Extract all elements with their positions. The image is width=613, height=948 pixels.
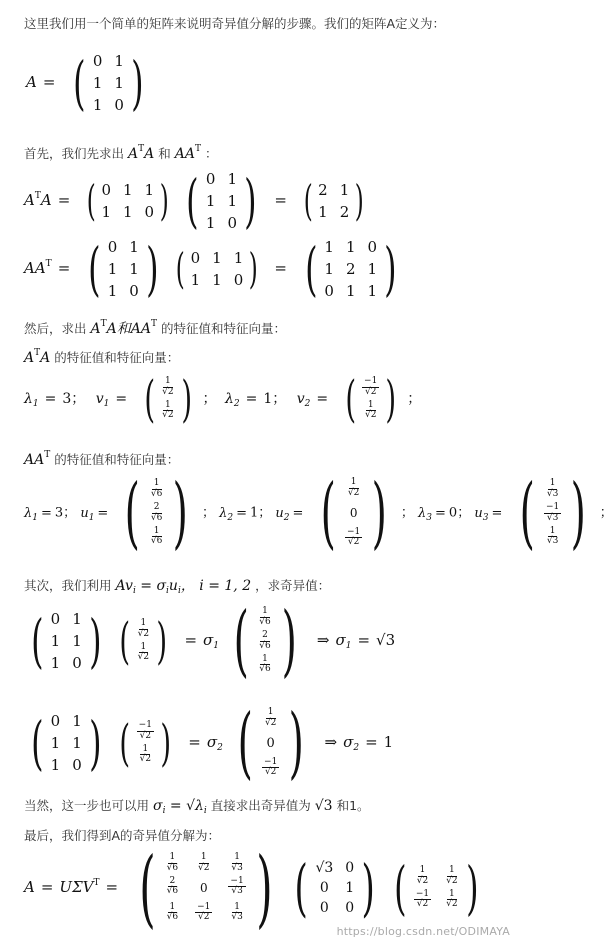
aat-eigenpairs: $\lambda_1 = 3$； $u_1$ = ( $\frac{1}{√6}$ $\frac{2}{√6}$ $\frac{1}{√6}$ ) ； $\lambda_2 = 1$； $u_2$ = ( $\frac{1}{√2}$ 0 $\frac{-1}{√2}$ ) ； $\lambda_3 = 0$； $u_3$ = ( $\frac{1}{√3}$ $\frac{-1}{√3}$ $\frac{1}{√3}$ ) ； bbox=[24, 468, 613, 558]
section-next: 其次，我们利用 $Av_i = \sigma_iu_i$， i = 1, 2 ，求奇异值： bbox=[24, 578, 331, 596]
svd-result: $A = U\Sigma V^T$ = ( $\frac{1}{√6}$ $\frac{1}{√2}$ $\frac{1}{√3}$ $\frac{2}{√6}$ 0 $\frac{-1}{√3}$ $\frac{1}{√6}$ $\frac{-1}{√2}$ $\frac{1}{√3}$ ) ( √3 0 0 1 0 0 ) ( $\frac{1}{√2}$ $\frac{1}{√2}$ $\frac{-1}{√2}$ $\frac{1}{√2}$ ) bbox=[24, 839, 479, 937]
matrix-a-definition: A = ( 0 1 1 1 1 0 ) bbox=[26, 49, 144, 117]
watermark-url: https://blog.csdn.net/ODIMAYA bbox=[336, 925, 510, 938]
sigma2-computation: ( 0 1 1 1 1 0 ) ( $\frac{-1}{√2}$ $\frac{1}{√2}$ ) = $\sigma_2$ ( $\frac{1}{√2}$ 0 $\frac{-1}{√2}$ ) ⇒ $\sigma_2 = 1$ bbox=[31, 698, 394, 788]
ata-eigen-heading: $A^TA$ 的特征值和特征向量： bbox=[24, 348, 180, 366]
section-first: 首先，我们先求出 $A^TA$ 和 $AA^T$ ： bbox=[24, 144, 218, 162]
section-of-course: 当然，这一步也可以用 $\sigma_i = √\lambda_i$ 直接求出奇异值为 √3 和1。 bbox=[24, 798, 370, 816]
ata-eigenpairs: $\lambda_1 = 3$； $v_1$ = ( $\frac{1}{√2}$ $\frac{1}{√2}$ ) ； $\lambda_2 = 1$； $v_2$ = ( $\frac{-1}{√2}$ $\frac{1}{√2}$ ) ； bbox=[24, 370, 422, 428]
aat-product: $AA^T$ = ( 0 1 1 1 1 0 ) ( 0 1 1 1 1 0 ) = ( 1 1 0 1 2 1 0 1 1 ) bbox=[24, 235, 397, 303]
aat-eigen-heading: $AA^T$ 的特征值和特征向量： bbox=[24, 450, 180, 468]
section-then: 然后，求出 $A^TA$和$AA^T$ 的特征值和特征向量： bbox=[24, 319, 286, 337]
sigma1-computation: ( 0 1 1 1 1 0 ) ( $\frac{1}{√2}$ $\frac{1}{√2}$ ) = $\sigma_1$ ( $\frac{1}{√6}$ $\frac{2}{√6}$ $\frac{1}{√6}$ ) ⇒ $\sigma_1 = √3$ bbox=[31, 596, 396, 686]
section-finally: 最后，我们得到A的奇异值分解为： bbox=[24, 828, 221, 843]
ata-product: $A^TA$ = ( 0 1 1 1 1 0 ) ( 0 1 1 1 1 0 ) = ( 2 1 1 2 ) bbox=[24, 167, 364, 235]
intro-text: 这里我们用一个简单的矩阵来说明奇异值分解的步骤。我们的矩阵A定义为： bbox=[24, 16, 446, 31]
